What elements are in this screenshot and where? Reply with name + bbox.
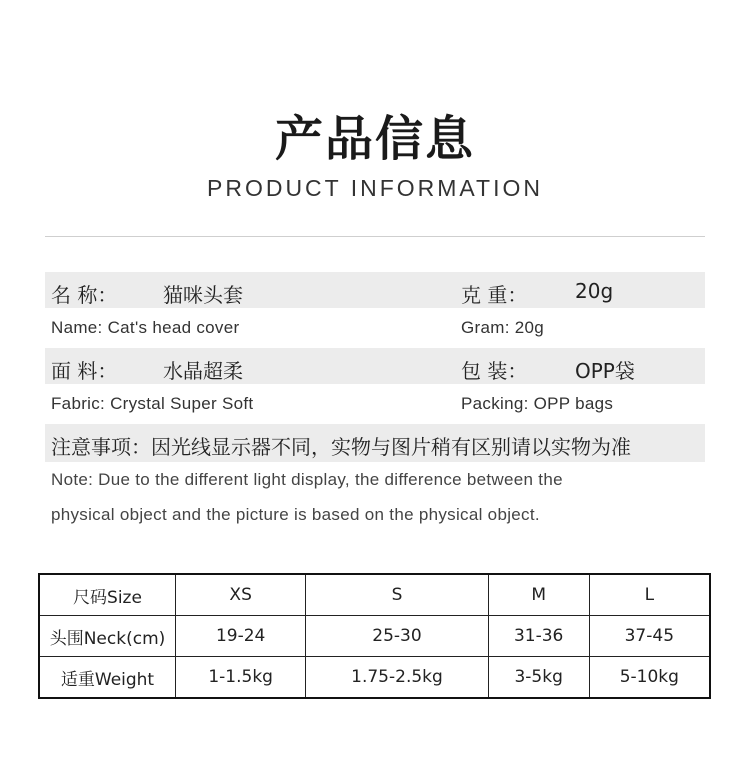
fabric-cn-value: 水晶超柔 bbox=[163, 359, 243, 383]
note-en-line1: Note: Due to the different light display, the difference between the bbox=[51, 470, 563, 489]
table-cell: 3-5kg bbox=[488, 657, 589, 699]
table-cell: 37-45 bbox=[589, 616, 710, 657]
table-row bbox=[39, 657, 710, 699]
fabric-en: Fabric: Crystal Super Soft bbox=[51, 394, 254, 413]
packing-cn-label: 包 装： bbox=[461, 359, 528, 383]
name-en: Name: Cat's head cover bbox=[51, 318, 240, 337]
table-row bbox=[39, 616, 710, 657]
table-cell: 1.75-2.5kg bbox=[306, 657, 488, 699]
size-header-l: L bbox=[589, 574, 710, 616]
note-en-line2: physical object and the picture is based on the physical object. bbox=[51, 505, 540, 524]
packing-cn-value: OPP袋 bbox=[575, 359, 635, 383]
size-header-label: 尺码Size bbox=[39, 574, 176, 616]
notice-cn: 注意事项：因光线显示器不同，实物与图片稍有区别请以实物为准 bbox=[51, 435, 631, 459]
size-header-m: M bbox=[488, 574, 589, 616]
size-table bbox=[38, 573, 711, 699]
size-header-xs: XS bbox=[176, 574, 306, 616]
gram-en: Gram: 20g bbox=[461, 318, 545, 337]
weight-cn-label: 克 重： bbox=[461, 283, 528, 307]
packing-en: Packing: OPP bags bbox=[461, 394, 614, 413]
page-title: 产品信息 bbox=[274, 111, 475, 167]
table-cell: 19-24 bbox=[176, 616, 306, 657]
name-cn-value: 猫咪头套 bbox=[163, 283, 243, 307]
name-cn-label: 名 称： bbox=[51, 283, 118, 307]
table-cell: 31-36 bbox=[488, 616, 589, 657]
table-cell: 1-1.5kg bbox=[176, 657, 306, 699]
table-header-row bbox=[39, 574, 710, 616]
size-header-s: S bbox=[306, 574, 488, 616]
table-cell: 5-10kg bbox=[589, 657, 710, 699]
page-subtitle: PRODUCT INFORMATION bbox=[207, 175, 543, 201]
weight-cn-value: 20g bbox=[575, 279, 614, 303]
table-cell: 25-30 bbox=[306, 616, 488, 657]
weight-row-label: 适重Weight bbox=[39, 657, 176, 699]
header-divider bbox=[45, 236, 705, 237]
fabric-cn-label: 面 料： bbox=[51, 359, 118, 383]
neck-row-label: 头围Neck(cm) bbox=[39, 616, 176, 657]
